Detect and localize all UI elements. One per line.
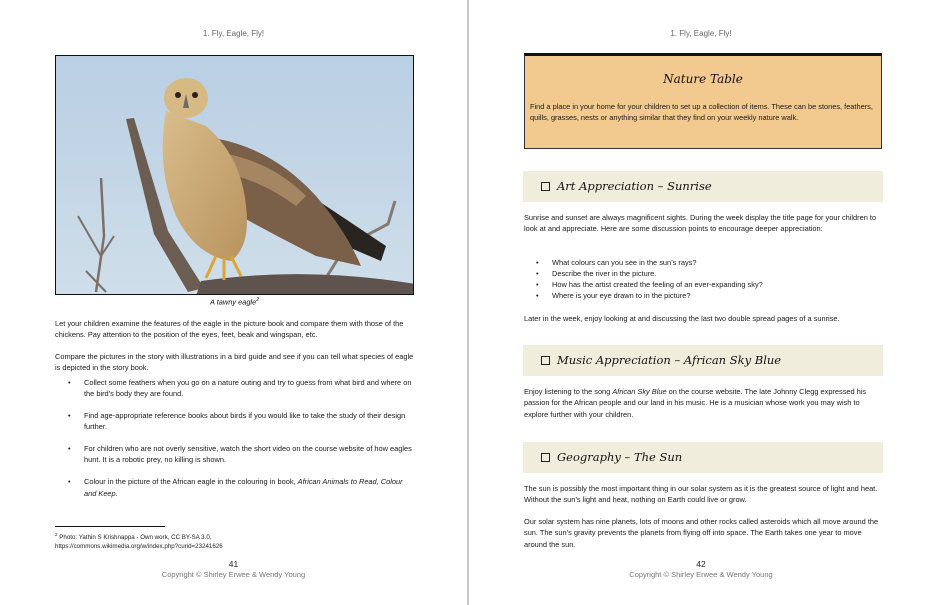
list-item-text: What colours can you see in the sun’s rays? — [552, 258, 697, 267]
section-heading-music — [523, 345, 883, 376]
page-number: 41 — [228, 559, 239, 569]
copyright: Copyright © Shirley Erwee & Wendy Young — [161, 570, 306, 579]
section-title: Music Appreciation – African Sky Blue — [557, 353, 782, 367]
bullet-icon: • — [536, 269, 539, 279]
bullet-icon: • — [68, 378, 71, 387]
checkbox-icon[interactable] — [541, 182, 550, 191]
eagle-photo — [55, 55, 414, 295]
bullet-icon: • — [68, 477, 71, 487]
song-title: African Sky Blue — [612, 387, 667, 396]
bullet-icon: • — [536, 280, 539, 290]
list-item-text: Collect some feathers when you go on a nature outing and try to guess from what bird and where on the bird’s body they are found. — [84, 378, 412, 399]
list-item — [68, 377, 413, 400]
section-title-row — [541, 353, 781, 367]
footnote-line — [55, 530, 415, 542]
list-item-text: Colour in the picture of the African eagle in the colouring in book, — [84, 477, 298, 487]
running-head: 1. Fly, Eagle, Fly! — [202, 29, 265, 38]
bullet-list — [68, 377, 413, 509]
nature-table-title: Nature Table — [663, 72, 743, 86]
list-item — [536, 268, 881, 279]
photo-caption — [55, 297, 414, 306]
footnote-text: Photo: Yathin S Krishnappa - Own work, CC BY-SA 3.0, — [59, 534, 212, 542]
section-heading-art — [523, 171, 883, 202]
copyright: Copyright © Shirley Erwee & Wendy Young — [629, 570, 773, 579]
book-title: African Animals to Read, Colour and Keep — [84, 477, 403, 498]
paragraph: Sunrise and sunset are always magnificent sights. During the week display the title page for your children to look at and appreciate. Here are some discussion points to encourage deeper appreciation: — [524, 213, 877, 234]
list-item-text: . — [115, 488, 118, 498]
paragraph — [524, 386, 884, 420]
list-item-text: Where is your eye drawn to in the picture? — [552, 291, 691, 301]
section-title-row — [541, 450, 682, 464]
list-item — [68, 410, 413, 433]
section-title: Geography – The Sun — [557, 450, 683, 464]
nature-table-box — [524, 53, 882, 149]
paragraph: Let your children examine the features of the eagle in the picture book and compare them with those of the chickens. Pay attention to the position of the eyes, feet, beak and wingspan, etc. — [55, 319, 404, 340]
list-item — [536, 279, 881, 290]
list-item-text: Describe the river in the picture. — [552, 269, 657, 279]
section-heading-geography — [523, 442, 883, 473]
paragraph-text: on the course website. The late Johnny Clegg expressed his passion for the African people and our land in his music. He is a musician whose work you may wish to explore further with your children. — [524, 387, 867, 419]
paragraph: The sun is possibly the most important thing in our solar system as it is the greatest source of light and heat. Without the sun’s light and heat, nothing on Earth could live or grow. — [524, 484, 878, 505]
bullet-icon: • — [536, 291, 539, 301]
footnote-ref[interactable]: 2 — [256, 297, 259, 303]
list-item-text: How has the artist created the feeling of an ever-expanding sky? — [552, 280, 763, 290]
section-title: Art Appreciation – Sunrise — [557, 179, 712, 193]
bullet-icon: • — [68, 444, 71, 454]
list-item — [68, 443, 413, 466]
page-divider — [467, 0, 469, 605]
page-number: 42 — [696, 559, 706, 569]
footnote — [55, 530, 415, 551]
list-item-text: For children who are not overly sensitive, watch the short video on the course website of how eagles hunt. It is a robotic prey, no killing is shown. — [84, 444, 412, 465]
footnote-separator — [55, 526, 165, 527]
caption-text: A tawny eagle — [210, 297, 257, 307]
running-head: 1. Fly, Eagle, Fly! — [670, 29, 732, 38]
section-title-row — [541, 179, 712, 193]
list-item-text: Find age-appropriate reference books about birds if you would like to take the study of their design further. — [84, 411, 406, 432]
paragraph-text: Enjoy listening to the song — [524, 387, 613, 396]
bullet-list — [536, 257, 881, 301]
checkbox-icon[interactable] — [541, 453, 550, 462]
paragraph: Our solar system has nine planets, lots of moons and other rocks called asteroids which all move around the sun. The sun’s gravity prevents the planets from flying off into space. The Earth takes one year to move around the sun. — [524, 517, 879, 549]
list-item — [536, 257, 881, 268]
list-item — [536, 290, 881, 301]
paragraph: Compare the pictures in the story with illustrations in a bird guide and see if you can tell what species of eagle is depicted in the story book. — [55, 352, 414, 373]
bullet-icon: • — [536, 258, 539, 267]
nature-table-text: Find a place in your home for your children to set up a collection of items. These can be stones, feathers, quills, grasses, nests or anything similar that they find on your weekly nature walk. — [530, 102, 873, 123]
checkbox-icon[interactable] — [541, 356, 550, 365]
list-item — [68, 476, 413, 499]
footnote-link[interactable]: https://commons.wikimedia.org/w/index.php?curid=23241626 — [55, 543, 223, 551]
footnote-number: 2 — [55, 532, 58, 537]
bullet-icon: • — [68, 411, 71, 421]
paragraph: Later in the week, enjoy looking at and discussing the last two double spread pages of a sunrise. — [524, 314, 840, 323]
